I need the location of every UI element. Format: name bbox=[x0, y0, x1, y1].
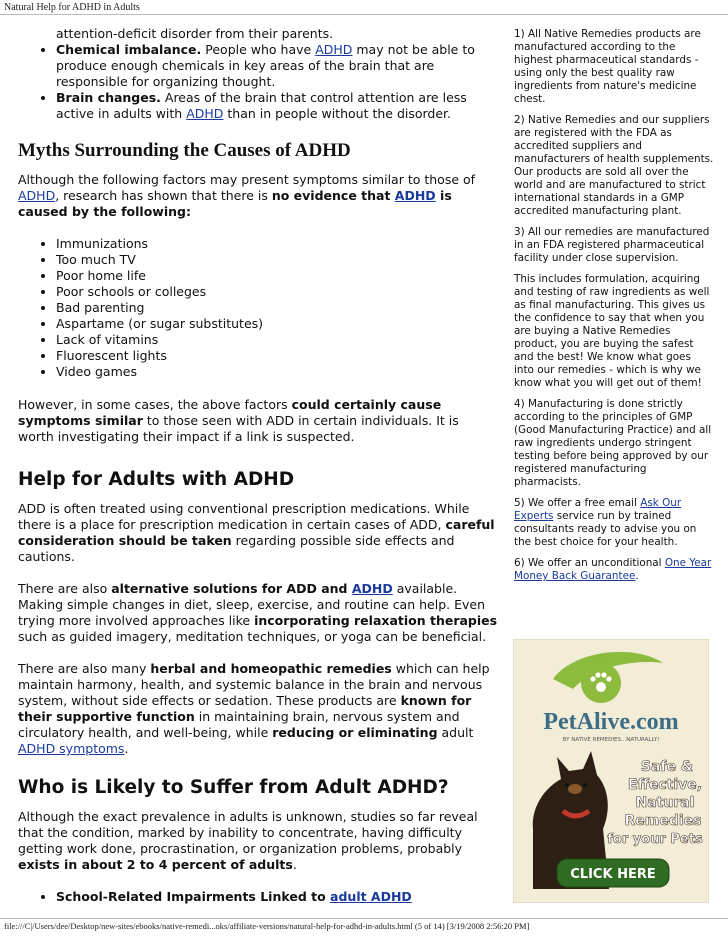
list-item: • Video games bbox=[56, 364, 498, 380]
ad-brand: PetAlive.com bbox=[543, 709, 679, 735]
bold-text: careful consideration should be taken bbox=[18, 517, 495, 548]
ad-line: for your Pets bbox=[607, 832, 703, 847]
list-item-text: attention-deficit disorder from their parents. bbox=[56, 26, 334, 41]
list-item: • Bad parenting bbox=[56, 300, 498, 316]
help-paragraph-2 bbox=[18, 581, 498, 645]
adhd-symptoms-link[interactable]: ADHD symptoms bbox=[18, 741, 125, 756]
list-item-text: Areas of the brain that control attention are less active in adults with bbox=[56, 90, 467, 121]
list-item: • Aspartame (or sugar substitutes) bbox=[56, 316, 498, 332]
main-column bbox=[18, 26, 498, 905]
text: , research has shown that there is bbox=[55, 188, 272, 203]
text: available. Making simple changes in diet, sleep, exercise, and routine can help. Even trying more involved approaches like bbox=[18, 581, 485, 628]
text: . bbox=[292, 857, 297, 872]
ad-line: Natural bbox=[635, 795, 695, 811]
bold-text: herbal and homeopathic remedies bbox=[150, 661, 392, 676]
adult-adhd-link[interactable]: adult ADHD bbox=[330, 889, 412, 904]
myths-list bbox=[18, 236, 498, 380]
text: Although the exact prevalence in adults is unknown, studies so far reveal that the condition, marked by inability to concentrate, having difficulty getting work done, procrastination, or organization problems, probably bbox=[18, 809, 478, 856]
text: Although the following factors may present symptoms similar to those of bbox=[18, 172, 476, 187]
help-paragraph-1 bbox=[18, 501, 498, 565]
myths-heading: Myths Surrounding the Causes of ADHD bbox=[18, 140, 351, 161]
who-heading: Who is Likely to Suffer from Adult ADHD? bbox=[18, 777, 449, 798]
adhd-link[interactable]: ADHD bbox=[315, 42, 353, 57]
bold-text: exists in about 2 to 4 percent of adults bbox=[18, 857, 293, 872]
text: There are also bbox=[18, 581, 112, 596]
text: . bbox=[124, 741, 129, 756]
petalive-ad-banner[interactable] bbox=[513, 639, 709, 903]
top-divider bbox=[0, 14, 728, 15]
sidebar-paragraph bbox=[514, 557, 714, 583]
page-footer: file:///C|/Users/dee/Desktop/new-sites/ebooks/native-remedi...oks/affiliate-versions/natural-help-for-adhd-in-adults.html (5 of 14) [3/19/2008 2:56:20 PM] bbox=[4, 921, 530, 931]
list-item-text: may not be able to produce enough chemicals in key areas of the brain that are responsible for organizing thought. bbox=[56, 42, 475, 89]
who-paragraph bbox=[18, 809, 498, 873]
bold-text: alternative solutions for ADD and ADHD bbox=[111, 581, 393, 596]
list-item: • Lack of vitamins bbox=[56, 332, 498, 348]
adhd-link[interactable]: ADHD bbox=[351, 581, 393, 596]
bold-text: known for their supportive function bbox=[18, 693, 472, 724]
list-item-text: than in people without the disorder. bbox=[223, 106, 452, 121]
sidebar-paragraph: 3) All our remedies are manufactured in an FDA registered pharmaceutical facility under close supervision. bbox=[514, 226, 710, 264]
adhd-link[interactable]: ADHD bbox=[18, 188, 56, 203]
text: However, in some cases, the above factors bbox=[18, 397, 292, 412]
bold-text: no evidence that ADHD is caused by the following: bbox=[18, 188, 452, 219]
adhd-link[interactable]: ADHD bbox=[186, 106, 224, 121]
list-item: • Too much TV bbox=[56, 252, 498, 268]
money-back-guarantee-link[interactable]: One Year Money Back Guarantee bbox=[514, 557, 712, 582]
bold-text: School-Related Impairments Linked to adult ADHD bbox=[56, 889, 412, 904]
ask-our-experts-link[interactable]: Ask Our Experts bbox=[514, 497, 682, 522]
bold-text: could certainly cause symptoms similar bbox=[18, 397, 442, 428]
sidebar-paragraph: 2) Native Remedies and our suppliers are registered with the FDA as accredited suppliers and manufacturers of health supplements. Our products are sold all over the world and are manufactured to strict international standards in a GMP accredited manufacturing plant. bbox=[514, 114, 714, 217]
list-item: • Fluorescent lights bbox=[56, 348, 498, 364]
text: adult bbox=[437, 725, 474, 740]
bold-text: incorporating relaxation therapies bbox=[254, 613, 498, 628]
text: such as guided imagery, meditation techniques, or yoga can be beneficial. bbox=[18, 629, 487, 644]
list-item: • Poor home life bbox=[56, 268, 498, 284]
text: service run by trained consultants ready to advise you on the best choice for your health. bbox=[514, 510, 697, 548]
list-item-text: People who have bbox=[201, 42, 316, 57]
text: regarding possible side effects and cautions. bbox=[18, 533, 455, 564]
list-item-bold: Brain changes. bbox=[56, 90, 161, 105]
list-item bbox=[56, 889, 498, 905]
text: in maintaining brain, nervous system and circulatory health, and well-being, while bbox=[18, 709, 460, 740]
list-item bbox=[56, 90, 498, 122]
adhd-link[interactable]: ADHD bbox=[394, 188, 436, 203]
help-heading: Help for Adults with ADHD bbox=[18, 469, 295, 490]
myths-intro bbox=[18, 172, 498, 220]
click-here-label[interactable]: CLICK HERE bbox=[570, 867, 656, 882]
sidebar-paragraph bbox=[514, 497, 714, 549]
list-item: • Poor schools or colleges bbox=[56, 284, 498, 300]
list-item: • Immunizations bbox=[56, 236, 498, 252]
help-paragraph-3 bbox=[18, 661, 498, 757]
list-item bbox=[56, 42, 498, 90]
myths-closing bbox=[18, 397, 498, 445]
text: 5) We offer a free email bbox=[514, 497, 641, 509]
ad-line: Effective, bbox=[627, 777, 703, 793]
sidebar-paragraph: 1) All Native Remedies products are manufactured according to the highest pharmaceutical standards - using only the best quality raw ingredients from nature's medicine chest. bbox=[514, 28, 701, 105]
bold-text: reducing or eliminating bbox=[272, 725, 438, 740]
text: ADD is often treated using conventional prescription medications. While there is a place for prescription medication in certain cases of ADD, bbox=[18, 501, 470, 532]
sidebar-paragraph: 4) Manufacturing is done strictly according to the principles of GMP (Good Manufacturing Practice) and all raw ingredients undergo stringent testing before being approved by our registered manufacturing pharmacists. bbox=[514, 398, 712, 488]
text: There are also many bbox=[18, 661, 151, 676]
ad-line: Remedies bbox=[624, 813, 702, 829]
causes-list bbox=[18, 26, 498, 122]
text: which can help maintain harmony, health, and systemic balance in the brain and nervous system, without side effects or sedation. These products are bbox=[18, 661, 490, 708]
text: to those seen with ADD in certain individuals. It is worth investigating their impact if a link is suspected. bbox=[18, 413, 459, 444]
document-title: Natural Help for ADHD in Adults bbox=[4, 2, 140, 13]
bottom-divider bbox=[0, 918, 728, 919]
text: 6) We offer an unconditional bbox=[514, 557, 665, 569]
who-list bbox=[18, 889, 498, 905]
ad-line: Safe & bbox=[640, 759, 694, 775]
ad-byline: BY NATIVE REMEDIES...NATURALLY! bbox=[562, 737, 660, 743]
list-item-bold: Chemical imbalance. bbox=[56, 42, 202, 57]
sidebar bbox=[514, 28, 714, 591]
sidebar-paragraph: This includes formulation, acquiring and testing of raw ingredients as well as final manufacturing. This gives us the confidence to say that when you are buying a Native Remedies product, you are buying the safest and the best! We know what goes into our remedies - which is why we know what you will get out of them! bbox=[514, 273, 710, 389]
ad-graphic bbox=[513, 639, 709, 903]
text: . bbox=[635, 570, 639, 582]
list-item bbox=[56, 26, 498, 42]
